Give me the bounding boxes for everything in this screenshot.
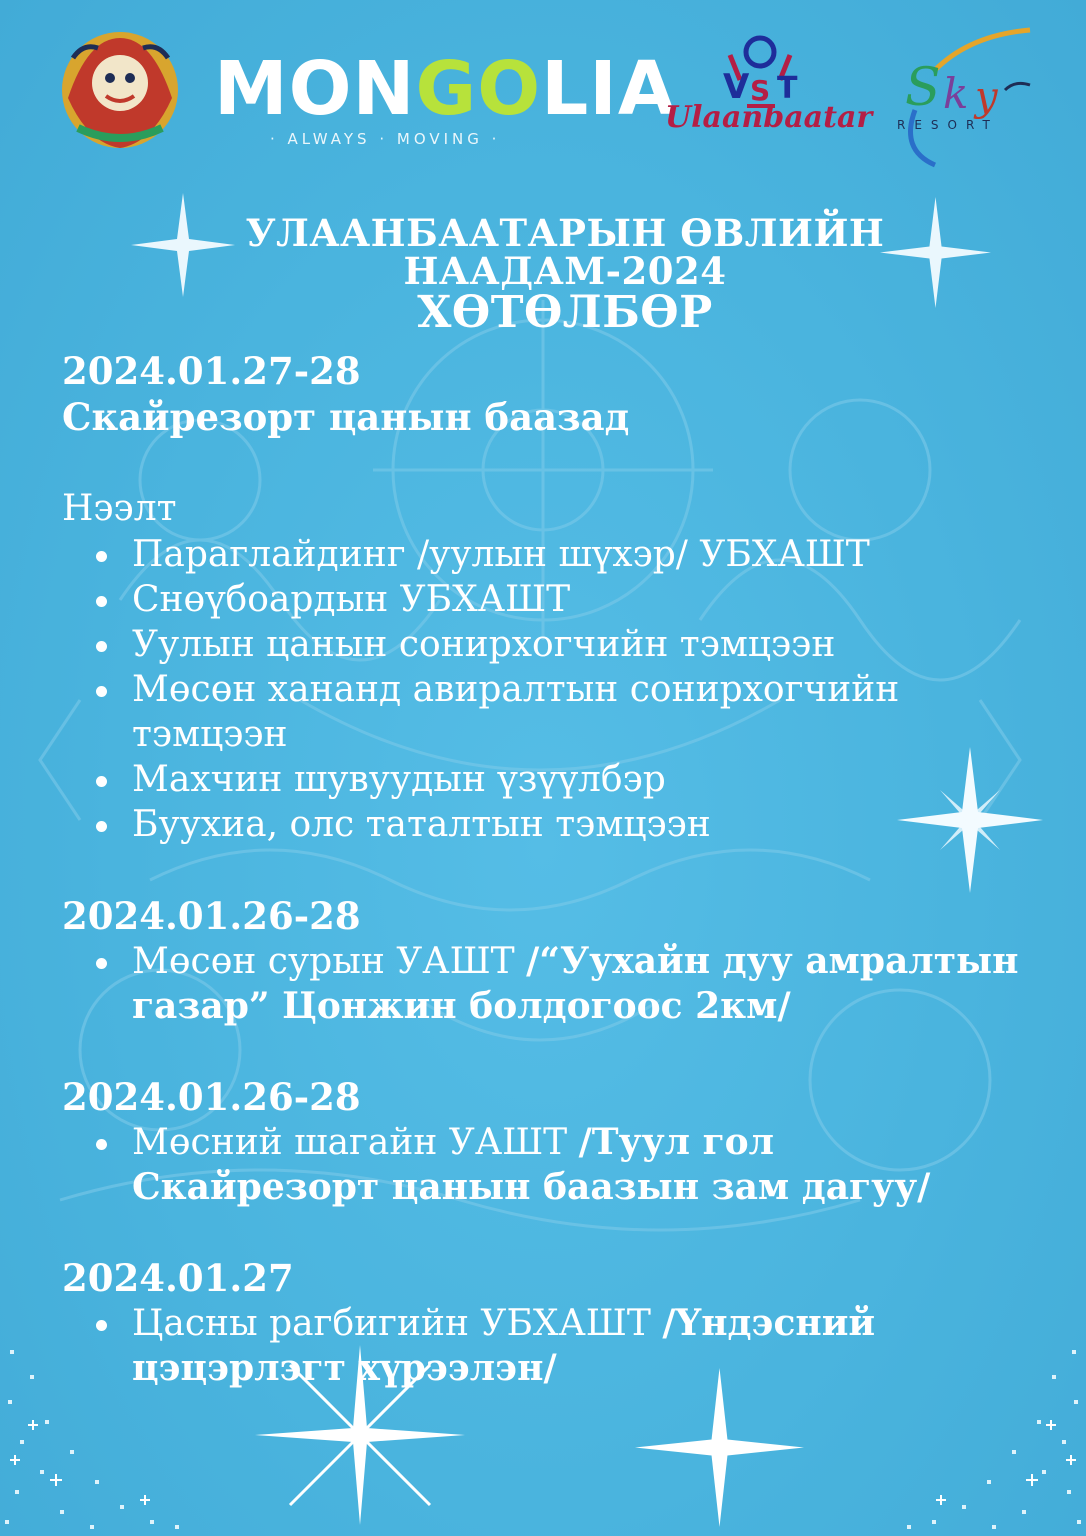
svg-text:k: k <box>943 69 969 118</box>
section-date: 2024.01.27 <box>62 1256 294 1300</box>
title-line-1: УЛААНБААТАРЫН ӨВЛИЙН <box>245 211 885 255</box>
brand-go: GO <box>415 46 542 132</box>
event-location: /Үндэсний цэцэрлэгт хүрээлэн/ <box>132 1302 876 1389</box>
title-line-3: ХӨТӨЛБӨР <box>417 287 713 338</box>
event-item <box>132 1301 952 1391</box>
event-item <box>132 667 1062 757</box>
section-date: 2024.01.26-28 <box>62 894 361 938</box>
event-name: Цасны рагбигийн УБХАШТ <box>132 1303 663 1344</box>
event-item <box>132 532 1062 577</box>
ulaanbaatar-logo-text: Ulaanbaatar <box>665 100 873 135</box>
event-list <box>62 532 1062 847</box>
mongolia-wordmark <box>214 46 677 132</box>
schedule-section <box>62 893 1062 1029</box>
svg-text:S: S <box>750 74 771 107</box>
section-date: 2024.01.26-28 <box>62 1075 361 1119</box>
event-name: Махчин шувуудын үзүүлбэр <box>132 759 666 800</box>
brand-tagline: · ALWAYS · MOVING · <box>270 130 501 148</box>
event-item <box>132 1120 952 1210</box>
event-item <box>132 939 1022 1029</box>
section-venue: Скайрезорт цанын баазад <box>62 395 630 439</box>
event-list <box>62 939 1022 1029</box>
event-name: Буухиа, олс таталтын тэмцээн <box>132 804 711 845</box>
event-name: Мөсөн хананд авиралтын сонирхогчийн тэмцээн <box>132 669 900 755</box>
brand-prefix: MON <box>214 46 416 132</box>
event-name: Мөсөн сурын УАШТ <box>132 941 527 982</box>
schedule-section <box>62 1074 1062 1210</box>
event-name: Мөсний шагайн УАШТ <box>132 1122 579 1163</box>
event-name: Снөүбоардын УБХАШТ <box>132 579 571 620</box>
event-location: /“Уухайн дуу амралтын газар” Цонжин болдогоос 2км/ <box>132 940 1019 1027</box>
section-date: 2024.01.27-28 <box>62 349 361 393</box>
title-line-2: НААДАМ-2024 <box>403 249 727 293</box>
logo-header <box>0 0 1086 190</box>
svg-text:T: T <box>777 71 798 106</box>
schedule-section <box>62 348 1062 847</box>
brand-suffix: LIA <box>541 46 677 132</box>
event-name: Уулын цанын сонирхогчийн тэмцээн <box>132 624 836 665</box>
poster-title <box>0 211 1086 338</box>
mongolia-emblem-icon <box>58 28 183 153</box>
event-item <box>132 757 1062 802</box>
event-location: /Туул гол Скайрезорт цанын баазын зам дагуу/ <box>132 1121 931 1208</box>
svg-text:S: S <box>905 58 941 118</box>
schedule <box>62 348 1062 1391</box>
event-name: Параглайдинг /уулын шүхэр/ УБХАШТ <box>132 534 870 575</box>
event-list <box>62 1301 952 1391</box>
section-subhead: Нээлт <box>62 488 177 529</box>
svg-text:V: V <box>723 67 750 107</box>
resort-logo-text: RESORT <box>897 118 999 132</box>
event-item <box>132 622 1062 667</box>
svg-text:y: y <box>975 74 998 120</box>
event-list <box>62 1120 952 1210</box>
event-item <box>132 802 1062 847</box>
schedule-section <box>62 1255 1062 1391</box>
sky-resort-logo-icon <box>895 20 1045 175</box>
event-item <box>132 577 1062 622</box>
